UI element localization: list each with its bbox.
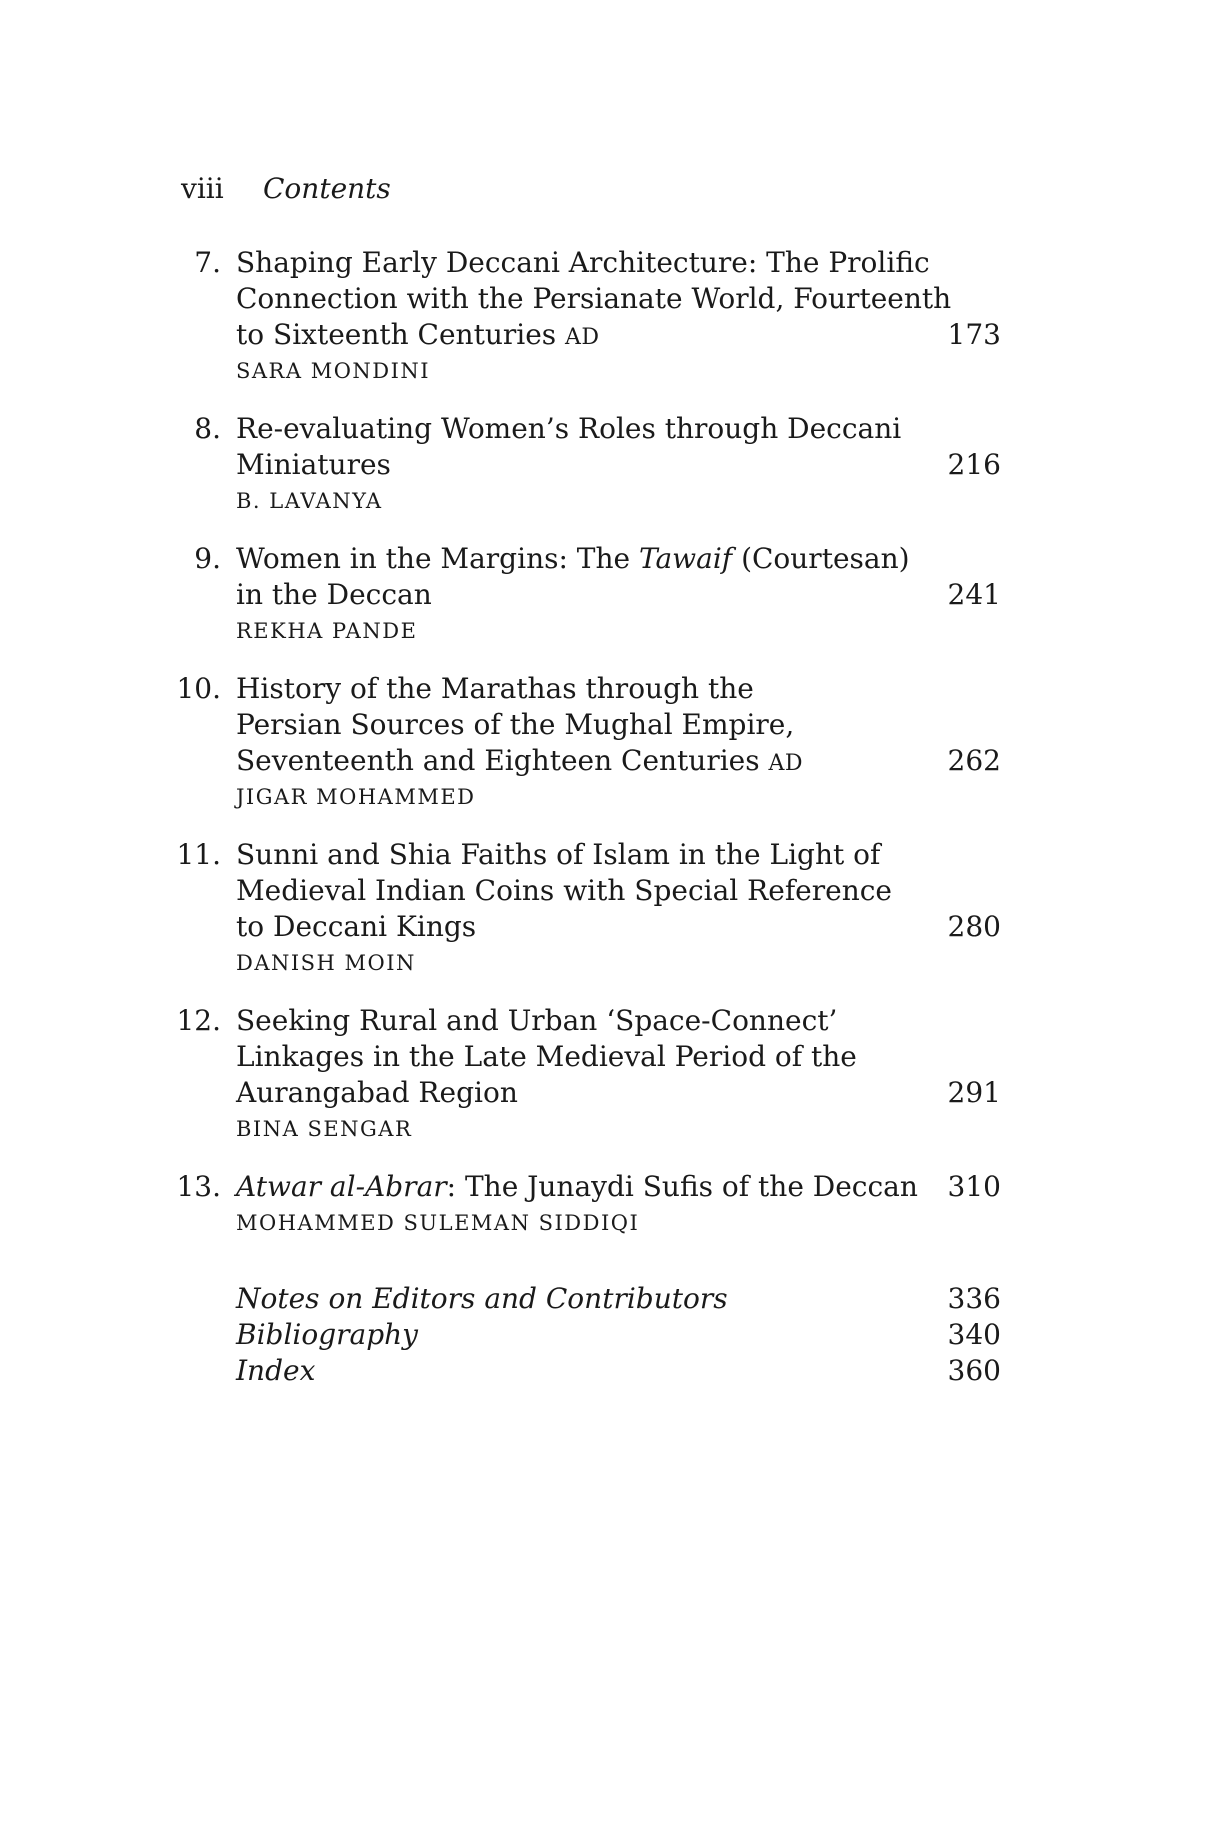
back-matter-item-index: Index bbox=[236, 1354, 316, 1387]
back-matter-item-notes: Notes on Editors and Contributors bbox=[236, 1282, 728, 1315]
chapter-title-italic: Tawaif bbox=[638, 542, 733, 575]
chapter-body bbox=[236, 541, 936, 649]
chapter-title-line: Medieval Indian Coins with Special Reference bbox=[236, 874, 892, 907]
back-matter-list bbox=[236, 1281, 936, 1389]
chapter-number: 13. bbox=[176, 1170, 221, 1203]
chapter-body bbox=[236, 671, 936, 815]
chapter-title-line: Seeking Rural and Urban ‘Space-Connect’ bbox=[236, 1004, 838, 1037]
chapter-number: 7. bbox=[194, 246, 221, 279]
back-matter-item-bibliography: Bibliography bbox=[236, 1318, 418, 1351]
page-number: 291 bbox=[947, 1076, 1001, 1109]
chapter-author: DANISH MOIN bbox=[236, 951, 416, 975]
page-number: 280 bbox=[947, 910, 1001, 943]
chapter-title-line: Miniatures bbox=[236, 448, 391, 481]
chapter-title-line: Sunni and Shia Faiths of Islam in the Light of bbox=[236, 838, 881, 871]
chapter-title-line: Persian Sources of the Mughal Empire, bbox=[236, 708, 795, 741]
chapter-title-line: to Deccani Kings bbox=[236, 910, 477, 943]
running-head-title: Contents bbox=[263, 172, 391, 205]
chapter-title-text: Seventeenth and Eighteen Centuries bbox=[236, 744, 760, 777]
chapter-title-text: Women in the Margins: The bbox=[236, 542, 639, 575]
chapter-title-line: Linkages in the Late Medieval Period of the bbox=[236, 1040, 857, 1073]
chapter-number: 12. bbox=[176, 1004, 221, 1037]
page-number: 173 bbox=[947, 318, 1001, 351]
chapter-author: SARA MONDINI bbox=[236, 359, 431, 383]
era-abbreviation: AD bbox=[565, 325, 600, 350]
chapter-author: BINA SENGAR bbox=[236, 1117, 413, 1141]
chapter-number: 8. bbox=[194, 412, 221, 445]
running-head bbox=[181, 171, 391, 207]
chapter-title-line bbox=[236, 1169, 936, 1205]
chapter-title-line: Re-evaluating Women’s Roles through Deccani bbox=[236, 412, 902, 445]
page-number: 360 bbox=[947, 1354, 1001, 1387]
chapter-body bbox=[236, 1169, 936, 1241]
chapter-title-line bbox=[236, 317, 936, 353]
chapter-author: JIGAR MOHAMMED bbox=[236, 785, 476, 809]
page-number: 262 bbox=[947, 744, 1001, 777]
chapter-body bbox=[236, 1003, 936, 1147]
chapter-title-line: Connection with the Persianate World, Fourteenth bbox=[236, 282, 952, 315]
chapter-number: 11. bbox=[176, 838, 221, 871]
page-number: 340 bbox=[947, 1318, 1001, 1351]
chapter-body bbox=[236, 245, 952, 389]
chapter-author: B. LAVANYA bbox=[236, 489, 383, 513]
chapter-author: MOHAMMED SULEMAN SIDDIQI bbox=[236, 1211, 640, 1235]
chapter-title-line: in the Deccan bbox=[236, 578, 432, 611]
page-number: 336 bbox=[947, 1282, 1001, 1315]
era-abbreviation: AD bbox=[768, 751, 804, 776]
chapter-title-line: Shaping Early Deccani Architecture: The Prolific bbox=[236, 246, 930, 279]
page-number: 216 bbox=[947, 448, 1001, 481]
chapter-number: 10. bbox=[176, 672, 221, 705]
chapter-title-line: History of the Marathas through the bbox=[236, 672, 754, 705]
chapter-title-text: to Sixteenth Centuries bbox=[236, 318, 557, 351]
folio-number: viii bbox=[181, 172, 224, 205]
chapter-author: REKHA PANDE bbox=[236, 619, 418, 643]
chapter-title-text: : The Junaydi Sufis of the Deccan bbox=[446, 1170, 918, 1203]
chapter-number: 9. bbox=[194, 542, 221, 575]
chapter-body bbox=[236, 837, 936, 981]
chapter-title-line bbox=[236, 743, 936, 779]
page-number: 241 bbox=[947, 578, 1001, 611]
chapter-title-italic: Atwar al-Abrar bbox=[236, 1170, 447, 1203]
chapter-title-line: Aurangabad Region bbox=[236, 1076, 518, 1109]
page-number: 310 bbox=[947, 1170, 1001, 1203]
chapter-title-line bbox=[236, 541, 936, 577]
chapter-body bbox=[236, 411, 936, 519]
chapter-title-text: (Courtesan) bbox=[732, 542, 910, 575]
